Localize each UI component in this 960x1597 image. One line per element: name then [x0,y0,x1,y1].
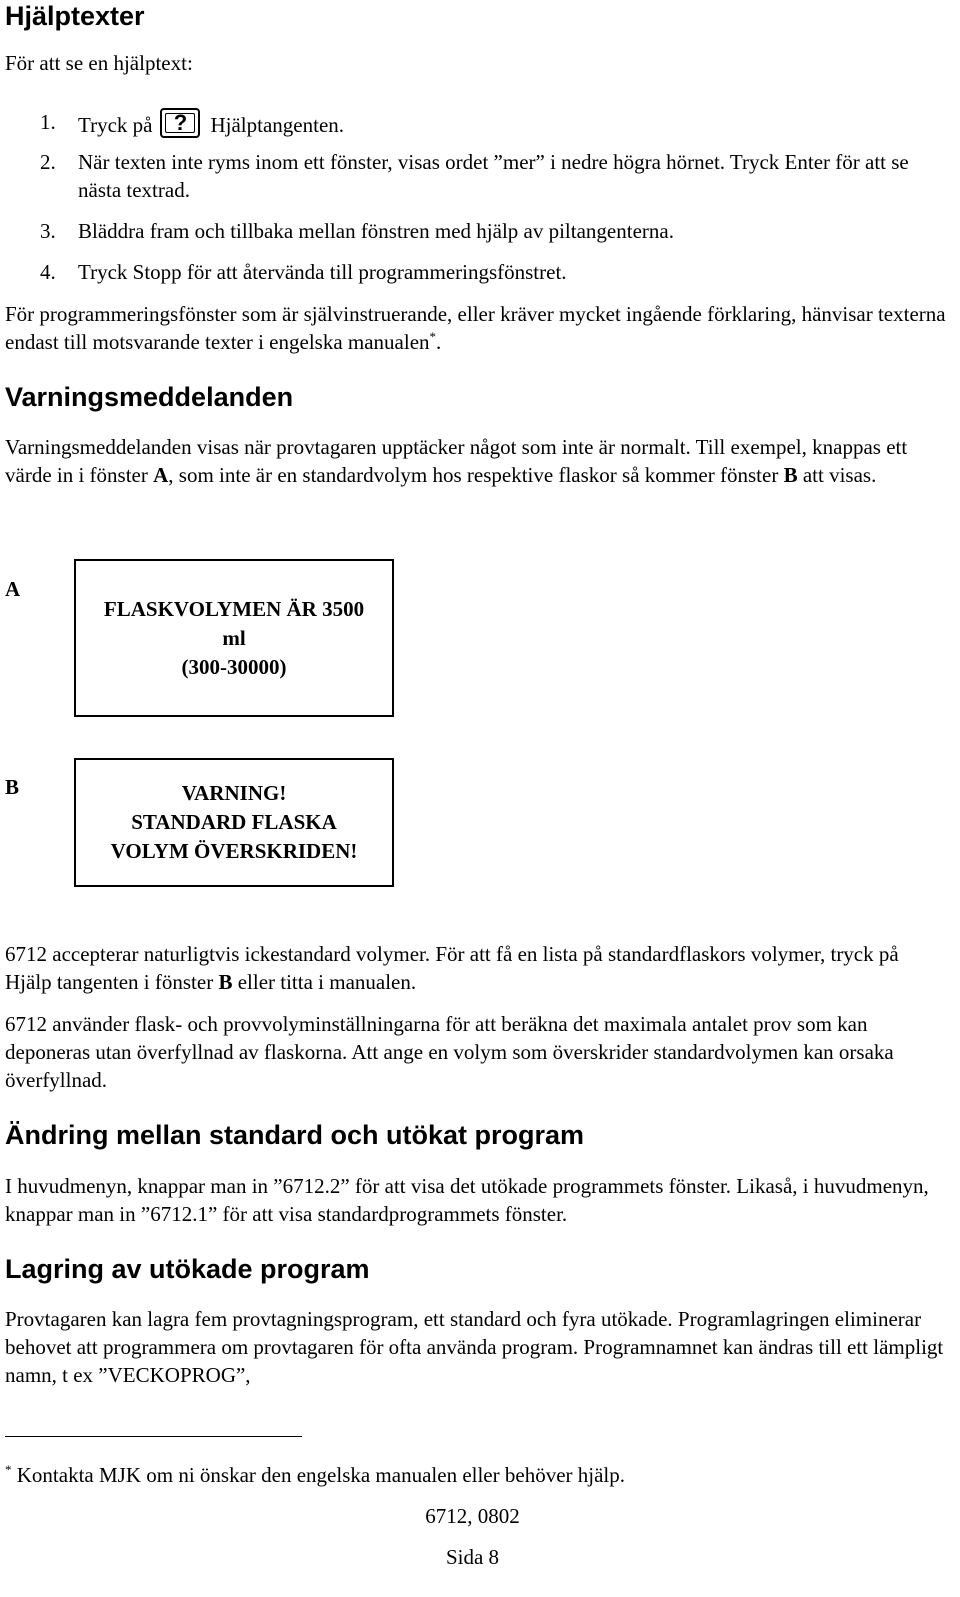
footnote-mark: * [5,1462,12,1477]
heading-switch: Ändring mellan standard och utökat program [5,1120,585,1150]
step-text: Tryck Stopp för att återvända till programmeringsfönstret. [78,260,567,284]
page-number: Sida 8 [445,1545,500,1569]
list-number: 4. [40,260,56,284]
figure-a-label: A [5,577,21,601]
help-key-icon [160,108,200,138]
window-b-ref: B [783,463,798,487]
step-text-pre: Tryck på [78,113,153,137]
figure-a-line: FLASKVOLYMEN ÄR 3500 [103,596,365,621]
figure-b-line: STANDARD FLASKA [131,810,337,834]
nonstandard-text [5,940,950,996]
window-a-ref: A [153,463,169,487]
storage-text: Provtagaren kan lagra fem provtagningsprogram, ett standard och fyra utökade. Programlagringen eliminerar behovet att programmera om provtagaren för ofta använda program. Programnamnet kan ändras till ett lämpligt namn, t ex ”VECKOPROG”, [5,1307,944,1387]
window-b-ref: B [218,970,233,994]
footnote-text: Kontakta MJK om ni önskar den engelska manualen eller behöver hjälp. [16,1463,625,1487]
list-item [40,217,940,245]
list-item [40,258,940,286]
list-number: 1. [40,110,56,134]
warning-text-part: , som inte är en standardvolym hos respektive flaskor så kommer fönster [168,463,784,487]
warning-text-part: Varningsmeddelanden visas när provtagaren upptäcker något som inte är normalt. Till exempel, knappas ett värde in i fönster [5,435,908,487]
heading-storage: Lagring av utökade program [5,1254,370,1284]
nonstandard-text-part: 6712 accepterar naturligtvis ickestandard volymer. För att få en lista på standardflaskors volymer, tryck på Hjälp tangenten i fönster [5,942,899,994]
figure-a-line: ml [222,625,246,650]
heading-warning: Varningsmeddelanden [5,382,294,412]
help-note [5,300,950,356]
footnote-ref: * [429,329,437,344]
figure-b-line: VARNING! [181,781,287,805]
warning-text-part: att visas. [797,463,877,487]
figure-a-line: (300-30000) [181,654,287,679]
list-number: 3. [40,219,56,243]
step-text: Bläddra fram och tillbaka mellan fönstren med hjälp av piltangenterna. [78,219,674,243]
calc-text: 6712 använder flask- och provvolyminställningarna för att beräkna det maximala antalet prov som kan deponeras utan överfyllnad av flaskorna. Att ange en volym som överskrider standardvolymen kan orsaka överfyllnad. [5,1012,894,1092]
figure-b-line: VOLYM ÖVERSKRIDEN! [110,839,358,863]
footnote [5,1461,950,1489]
help-key-symbol: ? [173,110,188,135]
switch-text: I huvudmenyn, knappar man in ”6712.2” för att visa det utökade programmets fönster. Likaså, i huvudmenyn, knappar man in ”6712.1” för att visa standardprogrammets fönster. [5,1174,929,1226]
step-text: När texten inte ryms inom ett fönster, visas ordet ”mer” i nedre högra hörnet. Tryck Enter för att se nästa textrad. [78,150,909,202]
list-item [40,108,940,139]
warning-text [5,433,950,489]
intro-text: För att se en hjälptext: [5,51,193,75]
list-number: 2. [40,150,56,174]
nonstandard-text-part: eller titta i manualen. [232,970,417,994]
figure-a-window [74,559,394,717]
list-item [40,148,940,204]
help-note-period: . [436,330,442,354]
figure-b-label: B [5,775,20,799]
footnote-divider [5,1436,302,1437]
figure-b-window [74,758,394,887]
step-text-post: Hjälptangenten. [210,113,345,137]
help-note-text: För programmeringsfönster som är självinstruerande, eller kräver mycket ingående förklaring, hänvisar texterna endast till motsvarande texter i engelska manualen [5,302,946,354]
heading-help: Hjälptexter [5,1,145,31]
document-id: 6712, 0802 [425,1504,520,1528]
